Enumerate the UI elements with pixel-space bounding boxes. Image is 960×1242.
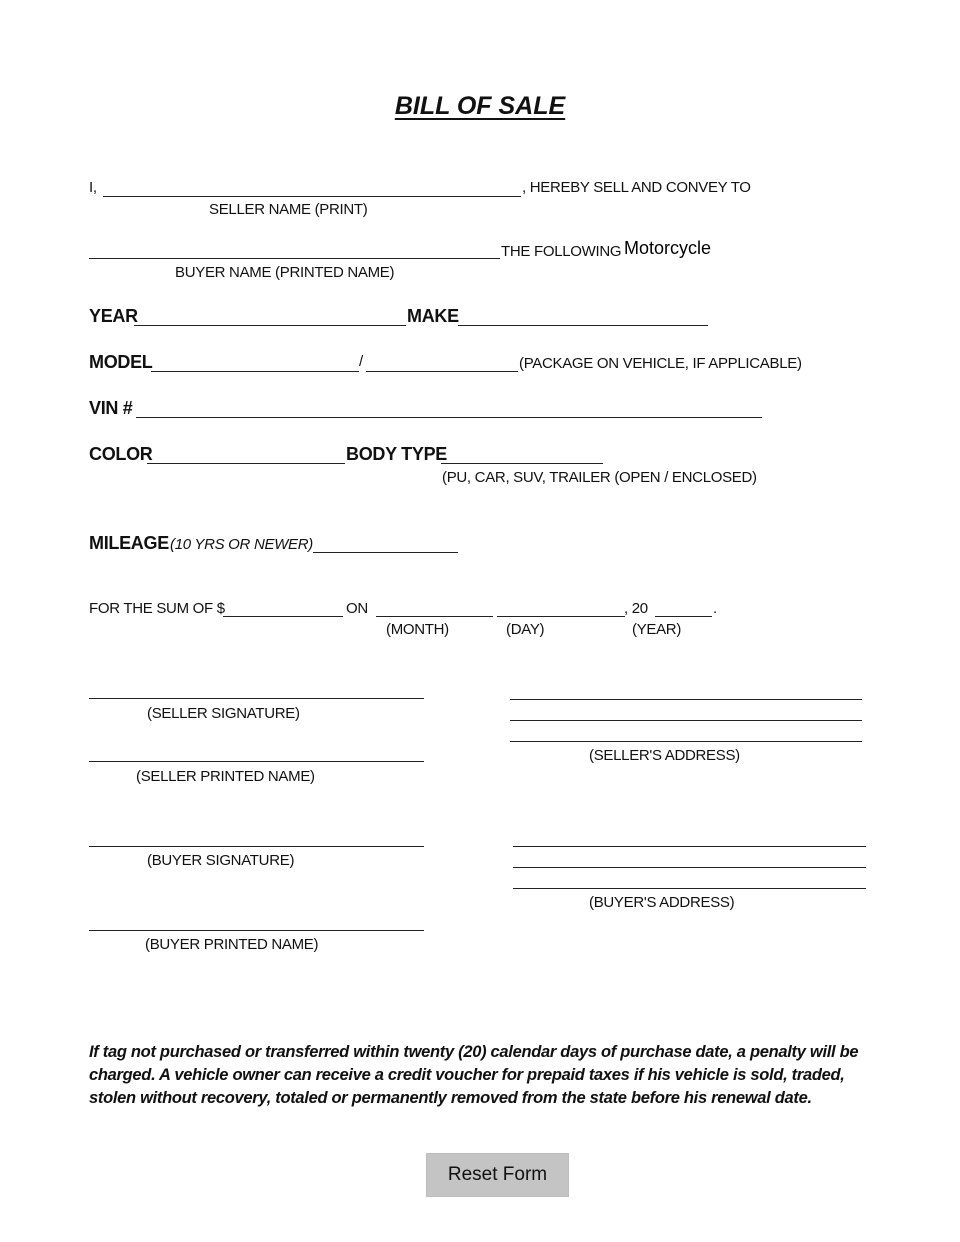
vin-label: VIN # [89, 398, 133, 418]
mileage-line [313, 552, 458, 553]
seller-address-field-2[interactable] [513, 700, 859, 718]
year-caption: (YEAR) [632, 621, 682, 638]
seller-address-line-3 [510, 741, 862, 742]
penalty-notice: If tag not purchased or transferred within twenty (20) calendar days of purchase date, a penalty will be charged. A vehicle owner can receive a credit voucher for prepaid taxes if his vehicle is sold, traded, stolen without recovery, totaled or permanently removed from the state before his renewal date. [89, 1043, 859, 1107]
package-line [366, 371, 518, 372]
buyer-signature-field[interactable] [92, 824, 421, 846]
year-suffix-line [655, 616, 712, 617]
buyer-name-caption: BUYER NAME (PRINTED NAME) [175, 264, 395, 281]
make-line [458, 325, 708, 326]
convey-text: , HEREBY SELL AND CONVEY TO [522, 179, 751, 196]
month-field[interactable] [379, 594, 490, 616]
month-caption: (MONTH) [386, 621, 449, 638]
model-line [151, 371, 359, 372]
make-label: MAKE [407, 306, 459, 326]
seller-signature-field[interactable] [92, 676, 421, 698]
vin-line [136, 417, 762, 418]
model-label: MODEL [89, 352, 153, 372]
buyer-address-field-2[interactable] [516, 847, 863, 865]
sum-label: FOR THE SUM OF $ [89, 600, 225, 617]
period: . [713, 600, 718, 617]
buyer-printed-name-field[interactable] [92, 908, 421, 930]
mileage-label: MILEAGE [89, 533, 169, 553]
color-line [147, 463, 345, 464]
slash: / [359, 353, 364, 370]
buyer-signature-caption: (BUYER SIGNATURE) [147, 852, 295, 869]
body-type-line [441, 463, 603, 464]
year-suffix-field[interactable] [657, 594, 710, 616]
seller-address-field-1[interactable] [513, 677, 859, 699]
vin-field[interactable] [140, 395, 758, 417]
package-caption: (PACKAGE ON VEHICLE, IF APPLICABLE) [519, 355, 802, 372]
buyer-address-field-1[interactable] [516, 824, 863, 846]
following-text: THE FOLLOWING [501, 243, 622, 260]
reset-form-button[interactable]: Reset Form [426, 1153, 569, 1197]
seller-address-caption: (SELLER'S ADDRESS) [589, 747, 740, 764]
buyer-address-caption: (BUYER'S ADDRESS) [589, 894, 735, 911]
seller-intro: I, [89, 179, 97, 196]
on-label: ON [346, 600, 368, 617]
seller-name-caption: SELLER NAME (PRINT) [209, 201, 368, 218]
day-caption: (DAY) [506, 621, 545, 638]
body-type-label: BODY TYPE [346, 444, 447, 464]
day-line [497, 616, 625, 617]
sum-field[interactable] [226, 594, 340, 616]
seller-address-field-3[interactable] [513, 721, 859, 739]
color-label: COLOR [89, 444, 153, 464]
day-field[interactable] [500, 594, 622, 616]
year-field[interactable] [138, 303, 403, 325]
buyer-address-line-3 [513, 888, 866, 889]
body-type-field[interactable] [444, 441, 600, 463]
package-field[interactable] [369, 349, 515, 371]
sum-line [223, 616, 343, 617]
body-type-caption: (PU, CAR, SUV, TRAILER (OPEN / ENCLOSED) [442, 469, 757, 486]
seller-printed-name-line [89, 761, 424, 762]
mileage-field[interactable] [316, 530, 455, 552]
vehicle-type-field[interactable] [624, 237, 774, 259]
year-label: YEAR [89, 306, 138, 326]
make-field[interactable] [462, 303, 706, 325]
buyer-printed-name-caption: (BUYER PRINTED NAME) [145, 936, 319, 953]
buyer-printed-name-line [89, 930, 424, 931]
buyer-name-field[interactable] [92, 237, 497, 259]
buyer-address-field-3[interactable] [516, 868, 863, 886]
month-line [376, 616, 493, 617]
century-prefix: , 20 [624, 600, 648, 617]
page-title: BILL OF SALE [394, 92, 566, 120]
seller-signature-caption: (SELLER SIGNATURE) [147, 705, 300, 722]
year-line [134, 325, 406, 326]
model-field[interactable] [154, 349, 356, 371]
seller-name-field[interactable] [108, 175, 518, 197]
seller-signature-line [89, 698, 424, 699]
mileage-note: (10 YRS OR NEWER) [170, 536, 313, 553]
buyer-signature-line [89, 846, 424, 847]
seller-printed-name-caption: (SELLER PRINTED NAME) [136, 768, 315, 785]
seller-printed-name-field[interactable] [92, 739, 421, 761]
color-field[interactable] [150, 441, 342, 463]
